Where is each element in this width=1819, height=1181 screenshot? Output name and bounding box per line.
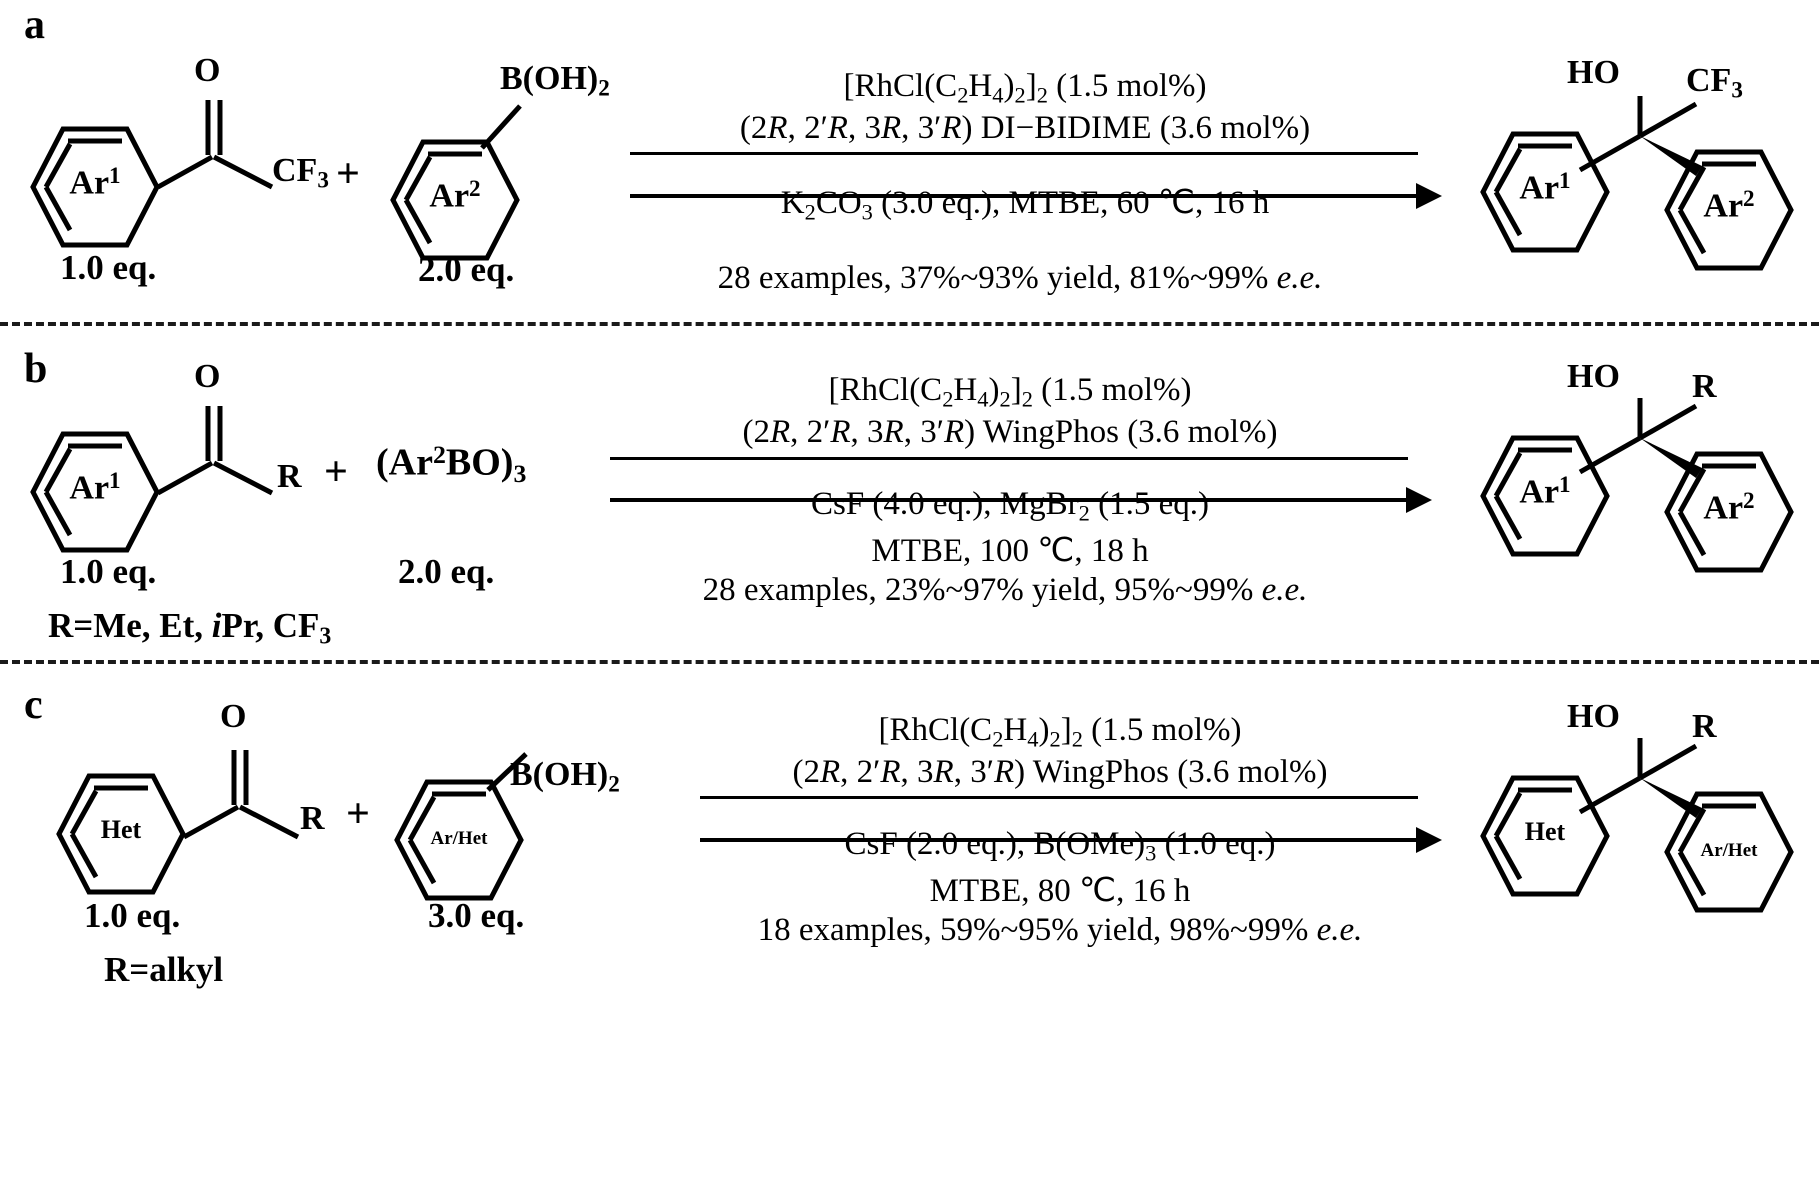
label-a-aryl1: Ar$^1$ xyxy=(69,163,121,202)
examples-a: 28 examples, 37%~93% yield, 81%~99% e.e. xyxy=(717,260,1323,296)
label-c-boronic-acid: $B(OH)_2$ xyxy=(510,756,620,798)
bond-a-substrate2-boron xyxy=(480,96,540,156)
label-c-product-arhet: Ar/Het xyxy=(1700,840,1758,861)
examples-c: 18 examples, 59%~95% yield, 98%~99% e.e. xyxy=(757,912,1363,948)
label-c-r-definition: R=alkyl xyxy=(104,950,224,989)
label-a-product-aryl2: Ar$^2$ xyxy=(1703,186,1755,225)
label-a-product-cf3: $CF_3$ xyxy=(1686,62,1743,104)
conditions-a-line3: $K_2CO_3$ (3.0 eq.), MTBE, 60 ℃, 16 h xyxy=(780,185,1270,225)
divider-a-b xyxy=(0,322,1819,326)
conditions-b-line3: CsF (4.0 eq.), MgBr$_2$ (1.5 eq.) xyxy=(810,486,1210,526)
label-a-carbonyl-o: O xyxy=(194,52,221,89)
label-c-product-r: R xyxy=(1692,708,1717,745)
label-b-equiv1: 1.0 eq. xyxy=(60,552,157,591)
condition-separator-c xyxy=(700,796,1418,799)
label-c-het1: Het xyxy=(100,815,142,844)
condition-separator-b xyxy=(610,457,1408,460)
label-b-equiv2: 2.0 eq. xyxy=(398,552,495,591)
label-b-aryl1: Ar$^1$ xyxy=(69,468,121,507)
conditions-c-line4: MTBE, 80 ℃, 16 h xyxy=(929,873,1191,909)
label-a-product-aryl1: Ar$^1$ xyxy=(1519,168,1571,207)
conditions-c-line1: $[RhCl(C_2H_4)_2]_2$ (1.5 mol%) xyxy=(878,712,1242,752)
label-a-equiv1: 1.0 eq. xyxy=(60,248,157,287)
label-a-equiv2: 2.0 eq. xyxy=(418,250,515,289)
label-b-boroxine: $(Ar^2BO)_3$ xyxy=(376,440,527,488)
label-b-carbonyl-o: O xyxy=(194,358,221,395)
label-a-aryl2: Ar$^2$ xyxy=(429,176,481,215)
conditions-a-line1: $[RhCl(C_2H_4)_2]_2$ (1.5 mol%) xyxy=(843,68,1207,108)
label-c-product-ho: HO xyxy=(1567,698,1620,735)
label-a-boronic-acid: $B(OH)_2$ xyxy=(500,60,610,102)
label-c-r-group: R xyxy=(300,800,325,837)
label-c-equiv2: 3.0 eq. xyxy=(428,896,525,935)
condition-separator-a xyxy=(630,152,1418,155)
plus-sign-c: + xyxy=(346,791,370,837)
label-c-arhet: Ar/Het xyxy=(430,828,488,849)
panel-label-c: c xyxy=(24,682,43,728)
panel-label-a: a xyxy=(24,2,45,48)
conditions-a-line2: (2R, 2′R, 3R, 3′R) DI−BIDIME (3.6 mol%) xyxy=(739,110,1311,146)
label-a-product-ho: HO xyxy=(1567,54,1620,91)
label-b-product-aryl2: Ar$^2$ xyxy=(1703,488,1755,527)
conditions-b-line4: MTBE, 100 ℃, 18 h xyxy=(871,533,1149,569)
label-b-product-ho: HO xyxy=(1567,358,1620,395)
label-c-carbonyl-o: O xyxy=(220,698,247,735)
label-b-product-r: R xyxy=(1692,368,1717,405)
label-b-r-definition: R=Me, Et, iPr, $CF_3$ xyxy=(48,606,332,650)
plus-sign-b: + xyxy=(324,449,348,495)
divider-b-c xyxy=(0,660,1819,664)
label-b-r-group: R xyxy=(277,458,302,495)
conditions-c-line3: CsF (2.0 eq.), $B(OMe)_3$ (1.0 eq.) xyxy=(844,826,1276,866)
label-c-product-het: Het xyxy=(1524,817,1566,846)
conditions-b-line2: (2R, 2′R, 3R, 3′R) WingPhos (3.6 mol%) xyxy=(742,414,1278,450)
panel-label-b: b xyxy=(24,346,48,392)
conditions-b-line1: $[RhCl(C_2H_4)_2]_2$ (1.5 mol%) xyxy=(828,372,1192,412)
label-a-cf3: $CF_3$ xyxy=(272,152,329,194)
plus-sign-a: + xyxy=(336,151,360,197)
label-c-equiv1: 1.0 eq. xyxy=(84,896,181,935)
conditions-c-line2: (2R, 2′R, 3R, 3′R) WingPhos (3.6 mol%) xyxy=(792,754,1328,790)
label-b-product-aryl1: Ar$^1$ xyxy=(1519,472,1571,511)
bond-b-substrate1 xyxy=(150,366,350,506)
examples-b: 28 examples, 23%~97% yield, 95%~99% e.e. xyxy=(702,572,1308,608)
